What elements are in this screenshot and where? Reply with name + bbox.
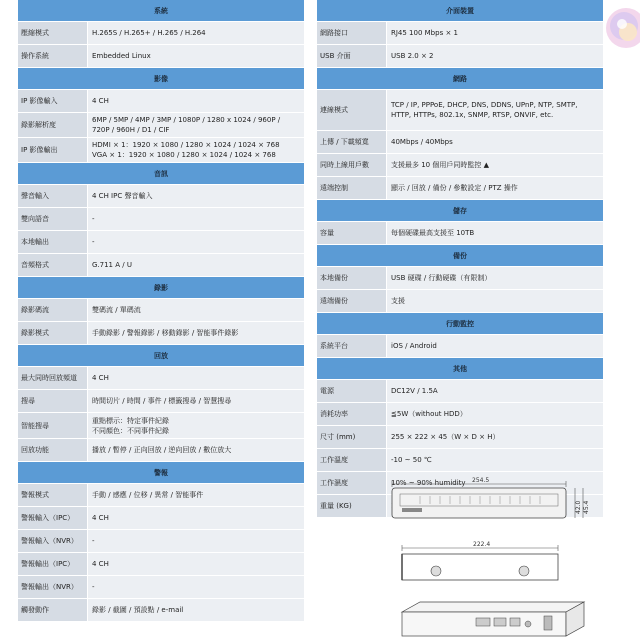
spec-row	[18, 299, 304, 322]
spec-value: 10% ~ 90% humidity	[387, 472, 603, 494]
spec-value: 40Mbps / 40Mbps	[387, 131, 603, 153]
spec-row	[18, 113, 304, 138]
section-header: 儲存	[317, 200, 603, 222]
spec-row	[317, 426, 603, 449]
spec-row	[317, 267, 603, 290]
spec-value: G.711 A / U	[88, 254, 304, 276]
spec-value: -	[88, 576, 304, 598]
section-header: 錄影	[18, 277, 304, 299]
section-header: 警報	[18, 462, 304, 484]
spec-row	[317, 45, 603, 68]
spec-label: 消耗功率	[317, 403, 386, 425]
top-width-label: 222.4	[473, 541, 491, 548]
spec-row	[317, 222, 603, 245]
spec-label: 尺寸 (mm)	[317, 426, 386, 448]
spec-label: 容量	[317, 222, 386, 244]
spec-value: Embedded Linux	[88, 45, 304, 67]
spec-label: 網路接口	[317, 22, 386, 44]
spec-row	[18, 45, 304, 68]
section-header: 網路	[317, 68, 603, 90]
spec-label: 聲音輸入	[18, 185, 87, 207]
spec-label: 電源	[317, 380, 386, 402]
spec-row	[18, 507, 304, 530]
spec-value: -10 ~ 50 ℃	[387, 449, 603, 471]
spec-row	[18, 599, 304, 622]
spec-row	[18, 185, 304, 208]
spec-row	[18, 530, 304, 553]
spec-label: 本地輸出	[18, 231, 87, 253]
spec-row	[18, 90, 304, 113]
spec-row	[18, 138, 304, 163]
spec-row	[18, 231, 304, 254]
spec-value: -	[88, 530, 304, 552]
spec-label: 警報輸出（NVR）	[18, 576, 87, 598]
spec-label: 觸發動作	[18, 599, 87, 621]
spec-value: 播放 / 暫停 / 正向回放 / 逆向回放 / 數位放大	[88, 439, 304, 461]
spec-row	[18, 22, 304, 45]
left-spec-table	[18, 0, 304, 622]
spec-row	[18, 208, 304, 231]
spec-row	[18, 553, 304, 576]
spec-value: 重點標示：特定事件紀錄 不同顏色：不同事件紀錄	[88, 413, 304, 438]
spec-value: ≦5W（without HDD）	[387, 403, 603, 425]
spec-value: -	[88, 208, 304, 230]
spec-value: DC12V / 1.5A	[387, 380, 603, 402]
spec-label: 錄影解析度	[18, 113, 87, 137]
spec-label: 同時上線用戶數	[317, 154, 386, 176]
spec-row	[18, 322, 304, 345]
spec-value: 雙碼流 / 單碼流	[88, 299, 304, 321]
spec-value: 4 CH	[88, 367, 304, 389]
spec-value: -	[88, 231, 304, 253]
spec-label: 上傳 / 下載頻寬	[317, 131, 386, 153]
spec-row	[18, 254, 304, 277]
spec-label: IP 影像輸出	[18, 138, 87, 162]
spec-label: 重量 (KG)	[317, 495, 386, 517]
spec-label: 智能搜尋	[18, 413, 87, 438]
spec-row	[18, 367, 304, 390]
spec-label: 警報輸出（IPC）	[18, 553, 87, 575]
spec-label: 錄影碼流	[18, 299, 87, 321]
spec-row	[317, 177, 603, 200]
spec-value: 顯示 / 回放 / 備份 / 參數設定 / PTZ 操作	[387, 177, 603, 199]
spec-value: USB 硬碟 / 行動硬碟（有限制）	[387, 267, 603, 289]
spec-label: 操作系統	[18, 45, 87, 67]
spec-value: 每個硬碟最高支援至 10TB	[387, 222, 603, 244]
spec-row	[18, 576, 304, 599]
front-width-label: 254.5	[472, 477, 490, 484]
rear-view	[402, 602, 584, 612]
brand-logo	[602, 0, 640, 60]
spec-value: TCP / IP, PPPoE, DHCP, DNS, DDNS, UPnP, NTP, SMTP, HTTP, HTTPs, 802.1x, SNMP, RTSP, ONVIF, etc.	[387, 90, 603, 130]
spec-label: 警報輸入（IPC）	[18, 507, 87, 529]
spec-label: 搜尋	[18, 390, 87, 412]
spec-label: 工作濕度	[317, 472, 386, 494]
spec-label: 連線模式	[317, 90, 386, 130]
section-header: 備份	[317, 245, 603, 267]
spec-value: USB 2.0 × 2	[387, 45, 603, 67]
spec-row	[18, 390, 304, 413]
spec-label: 遠端控制	[317, 177, 386, 199]
top-view	[402, 554, 558, 580]
spec-value: 手動錄影 / 警報錄影 / 移動錄影 / 智能事件錄影	[88, 322, 304, 344]
spec-value: 支援	[387, 290, 603, 312]
spec-value: 4 CH	[88, 90, 304, 112]
spec-label: 音頻格式	[18, 254, 87, 276]
spec-label: 錄影模式	[18, 322, 87, 344]
section-header: 其他	[317, 358, 603, 380]
spec-value: 6MP / 5MP / 4MP / 3MP / 1080P / 1280 x 1024 / 960P / 720P / 960H / D1 / CIF	[88, 113, 304, 137]
spec-row	[317, 380, 603, 403]
dimension-diagram	[380, 474, 620, 640]
spec-label: 回放功能	[18, 439, 87, 461]
spec-row	[317, 154, 603, 177]
spec-label: 最大同時回放頻道	[18, 367, 87, 389]
spec-value: HDMI × 1：1920 × 1080 / 1280 × 1024 / 1024 × 768 VGA × 1：1920 × 1080 / 1280 × 1024 / 1024 × 768	[88, 138, 304, 162]
spec-label: 雙向語音	[18, 208, 87, 230]
spec-label: 壓縮模式	[18, 22, 87, 44]
section-header: 回放	[18, 345, 304, 367]
spec-value: 手動 / 感應 / 位移 / 異常 / 智能事件	[88, 484, 304, 506]
spec-row	[18, 413, 304, 439]
spec-value: 時間切片 / 時間 / 事件 / 標籤搜尋 / 智慧搜尋	[88, 390, 304, 412]
spec-row	[317, 131, 603, 154]
spec-label: IP 影像輸入	[18, 90, 87, 112]
spec-row	[317, 403, 603, 426]
spec-value: 支援最多 10 個用戶同時監控 ▲	[387, 154, 603, 176]
spec-value: 4 CH	[88, 553, 304, 575]
spec-label: USB 介面	[317, 45, 386, 67]
spec-value: iOS / Android	[387, 335, 603, 357]
section-header: 介面裝置	[317, 0, 603, 22]
height-a-label: 42.0	[575, 500, 582, 514]
spec-value: 4 CH	[88, 507, 304, 529]
spec-row	[317, 22, 603, 45]
right-spec-table	[317, 0, 603, 518]
spec-label: 系統平台	[317, 335, 386, 357]
spec-value: 255 × 222 × 45（W × D × H）	[387, 426, 603, 448]
spec-row	[18, 439, 304, 462]
spec-label: 本地備份	[317, 267, 386, 289]
section-header: 系統	[18, 0, 304, 22]
section-header: 音訊	[18, 163, 304, 185]
spec-row	[18, 484, 304, 507]
spec-row	[317, 335, 603, 358]
section-header: 影像	[18, 68, 304, 90]
spec-label: 工作溫度	[317, 449, 386, 471]
spec-value: 4 CH IPC 聲音輸入	[88, 185, 304, 207]
spec-label: 警報輸入（NVR）	[18, 530, 87, 552]
spec-value: RJ45 100 Mbps × 1	[387, 22, 603, 44]
height-b-label: 45.4	[583, 500, 590, 514]
spec-value: 錄影 / 截圖 / 預設點 / e-mail	[88, 599, 304, 621]
spec-row	[317, 90, 603, 131]
spec-row	[317, 449, 603, 472]
spec-row	[317, 290, 603, 313]
spec-value: H.265S / H.265+ / H.265 / H.264	[88, 22, 304, 44]
spec-label: 遠端備份	[317, 290, 386, 312]
spec-label: 警報模式	[18, 484, 87, 506]
section-header: 行動監控	[317, 313, 603, 335]
